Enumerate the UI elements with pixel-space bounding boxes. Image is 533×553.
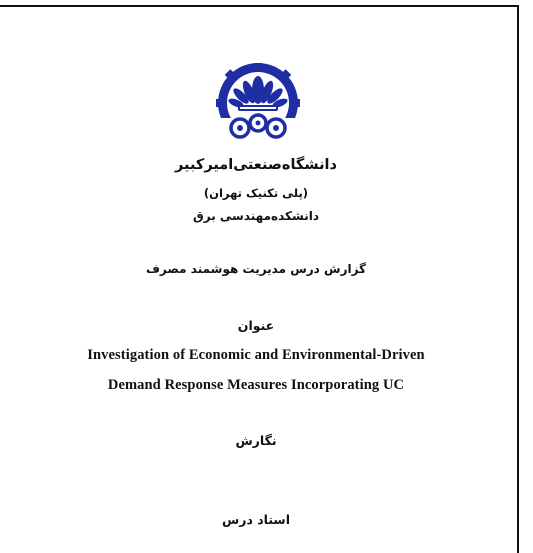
page-border-top — [0, 5, 519, 7]
instructor-label: استاد درس — [222, 512, 290, 527]
university-emblem-icon — [216, 63, 300, 147]
title-en-line-2: Demand Response Measures Incorporating UC — [107, 377, 405, 393]
report-course-line: گزارش درس مدیریت هوشمند مصرف — [145, 262, 367, 276]
title-label: عنوان — [237, 318, 275, 333]
page-border-right — [517, 5, 519, 553]
university-name: دانشگاه‌صنعتی‌امیرکبیر — [175, 157, 337, 173]
faculty-name: دانشکده‌مهندسی برق — [193, 209, 319, 223]
author-label: نگارش — [235, 433, 277, 448]
university-alt-name: (پلی تکنیک تهران) — [203, 186, 309, 200]
title-en-line-1: Investigation of Economic and Environmental-Driven — [87, 347, 425, 363]
